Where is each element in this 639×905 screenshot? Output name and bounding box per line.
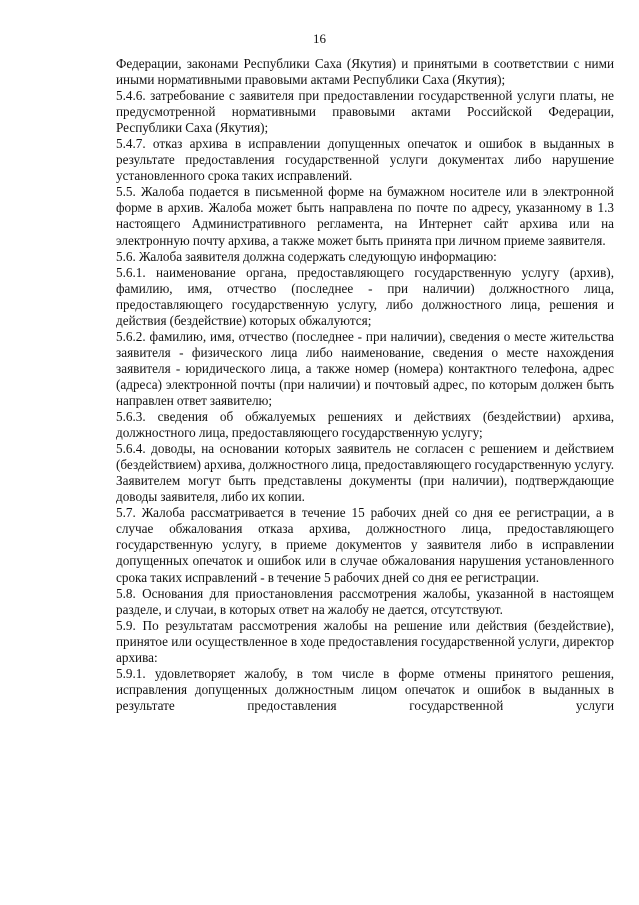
paragraph-5-8: 5.8. Основания для приостановления рассмотрения жалобы, указанной в настоящем разделе, и случаи, в которых ответ на жалобу не дается, отсутствуют. [116, 585, 614, 617]
paragraph-5-9: 5.9. По результатам рассмотрения жалобы на решение или действия (бездействие), принятое или осуществленное в ходе предоставления государственной услуги, директор архива: [116, 617, 614, 665]
paragraph-5-4-6: 5.4.6. затребование с заявителя при предоставлении государственной услуги платы, не предусмотренной нормативными правовыми актами Российской Федерации, Республики Саха (Якутия); [116, 88, 614, 136]
paragraph-5-5: 5.5. Жалоба подается в письменной форме на бумажном носителе или в электронной форме в архив. Жалоба может быть направлена по почте по адресу, указанному в 1.3 настоящего Административного регламента, на Интернет сайт архива или на электронную почту архива, а также может быть принята при личном приеме заявителя. [116, 184, 614, 248]
paragraph-5-6-1: 5.6.1. наименование органа, предоставляющего государственную услугу (архив), фамилию, имя, отчество (последнее - при наличии) должностного лица, предоставляющего государственную услугу, либо должностного лица, решения и действия (бездействие) которых обжалуются; [116, 264, 614, 328]
page-number: 16 [313, 31, 326, 46]
paragraph-5-7: 5.7. Жалоба рассматривается в течение 15 рабочих дней со дня ее регистрации, а в случае обжалования отказа архива, должностного лица, предоставляющего государственную услугу, в приеме документов у заявителя либо в исправлении допущенных опечаток и ошибок или в случае обжалования нарушения установленного срока таких исправлений - в течение 5 рабочих дней со дня ее регистрации. [116, 505, 614, 585]
paragraph-continuation: Федерации, законами Республики Саха (Якутия) и принятыми в соответствии с ними иными нормативными правовыми актами Республики Саха (Якутия); [116, 56, 614, 88]
paragraph-5-6: 5.6. Жалоба заявителя должна содержать следующую информацию: [116, 248, 497, 264]
paragraph-5-6-4: 5.6.4. доводы, на основании которых заявитель не согласен с решением и действием (бездействием) архива, должностного лица, предоставляющего государственную услугу. Заявителем могут быть представлены документы (при наличии), подтверждающие доводы заявителя, либо их копии. [116, 441, 614, 505]
paragraph-5-9-1: 5.9.1. удовлетворяет жалобу, в том числе в форме отмены принятого решения, исправления допущенных должностным лицом опечаток и ошибок в выданных в результате предоставления государственной услуги [116, 665, 614, 713]
document-body [116, 56, 614, 714]
paragraph-5-6-2: 5.6.2. фамилию, имя, отчество (последнее - при наличии), сведения о месте жительства заявителя - физического лица либо наименование, сведения о месте нахождения заявителя - юридического лица, а также номер (номера) контактного телефона, адрес (адреса) электронной почты (при наличии) и почтовый адрес, по которым должен быть направлен ответ заявителю; [116, 328, 614, 408]
paragraph-5-6-3: 5.6.3. сведения об обжалуемых решениях и действиях (бездействии) архива, должностного лица, предоставляющего государственную услугу; [116, 409, 614, 441]
paragraph-5-4-7: 5.4.7. отказ архива в исправлении допущенных опечаток и ошибок в выданных в результате предоставления государственной услуги документах либо нарушение установленного срока таких исправлений. [116, 136, 614, 184]
